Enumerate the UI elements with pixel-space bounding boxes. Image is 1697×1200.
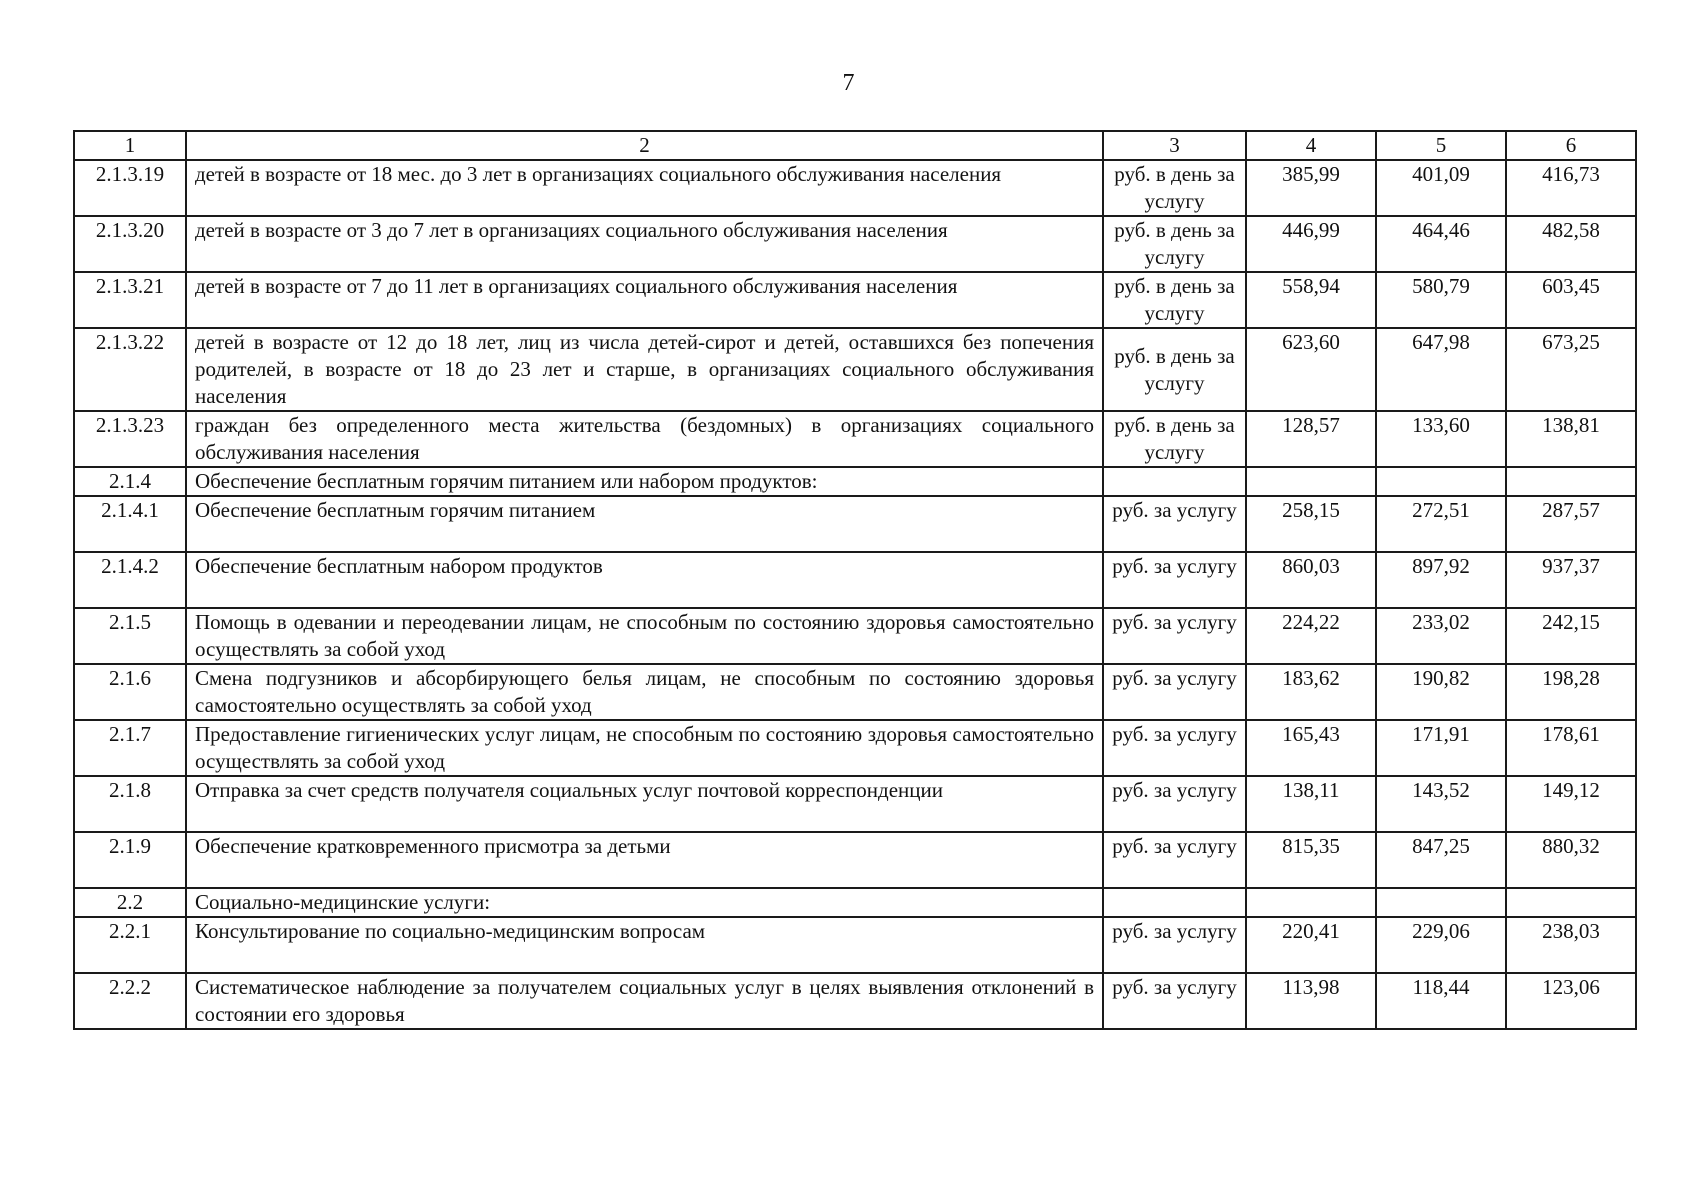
tariff-value — [1376, 467, 1506, 496]
service-name: детей в возрасте от 12 до 18 лет, лиц из числа детей-сирот и детей, оставшихся без попечения родителей, в возрасте от 18 до 23 лет и старше, в организациях социального обслуживания населения — [186, 328, 1103, 411]
row-number: 2.1.4.2 — [74, 552, 186, 608]
tariff-value: 190,82 — [1376, 664, 1506, 720]
header-cell: 1 — [74, 131, 186, 160]
tariff-value: 623,60 — [1246, 328, 1376, 411]
service-name: Консультирование по социально-медицинским вопросам — [186, 917, 1103, 973]
table-row — [74, 973, 1636, 1029]
row-number: 2.1.6 — [74, 664, 186, 720]
row-number: 2.2.2 — [74, 973, 186, 1029]
unit-cell: руб. за услугу — [1103, 664, 1246, 720]
header-cell: 2 — [186, 131, 1103, 160]
tariff-value: 385,99 — [1246, 160, 1376, 216]
tariff-value: 143,52 — [1376, 776, 1506, 832]
tariff-value: 416,73 — [1506, 160, 1636, 216]
tariff-value: 847,25 — [1376, 832, 1506, 888]
tariff-value: 128,57 — [1246, 411, 1376, 467]
row-number: 2.1.3.23 — [74, 411, 186, 467]
table-header-row — [74, 131, 1636, 160]
row-number: 2.1.4 — [74, 467, 186, 496]
tariff-value: 647,98 — [1376, 328, 1506, 411]
tariff-value: 860,03 — [1246, 552, 1376, 608]
tariff-value: 464,46 — [1376, 216, 1506, 272]
table-row — [74, 272, 1636, 328]
unit-cell — [1103, 467, 1246, 496]
service-name: детей в возрасте от 3 до 7 лет в организациях социального обслуживания населения — [186, 216, 1103, 272]
tariff-table — [73, 130, 1637, 1030]
table-row — [74, 160, 1636, 216]
tariff-value: 238,03 — [1506, 917, 1636, 973]
service-name: Обеспечение кратковременного присмотра за детьми — [186, 832, 1103, 888]
tariff-value: 446,99 — [1246, 216, 1376, 272]
row-number: 2.2.1 — [74, 917, 186, 973]
tariff-value: 673,25 — [1506, 328, 1636, 411]
section-title: Социально-медицинские услуги: — [186, 888, 1103, 917]
tariff-value: 815,35 — [1246, 832, 1376, 888]
header-cell: 4 — [1246, 131, 1376, 160]
service-name: Обеспечение бесплатным набором продуктов — [186, 552, 1103, 608]
tariff-value: 258,15 — [1246, 496, 1376, 552]
table-row — [74, 720, 1636, 776]
row-number: 2.1.3.20 — [74, 216, 186, 272]
unit-cell: руб. за услугу — [1103, 832, 1246, 888]
tariff-value: 198,28 — [1506, 664, 1636, 720]
tariff-value: 580,79 — [1376, 272, 1506, 328]
tariff-value: 123,06 — [1506, 973, 1636, 1029]
unit-cell: руб. за услугу — [1103, 552, 1246, 608]
row-number: 2.2 — [74, 888, 186, 917]
row-number: 2.1.4.1 — [74, 496, 186, 552]
tariff-value: 149,12 — [1506, 776, 1636, 832]
tariff-value: 178,61 — [1506, 720, 1636, 776]
tariff-value: 937,37 — [1506, 552, 1636, 608]
tariff-value: 224,22 — [1246, 608, 1376, 664]
header-cell: 3 — [1103, 131, 1246, 160]
unit-cell: руб. в день за услугу — [1103, 411, 1246, 467]
service-name: детей в возрасте от 7 до 11 лет в организациях социального обслуживания населения — [186, 272, 1103, 328]
service-name: граждан без определенного места жительства (бездомных) в организациях социального обслуживания населения — [186, 411, 1103, 467]
tariff-value: 118,44 — [1376, 973, 1506, 1029]
unit-cell: руб. за услугу — [1103, 608, 1246, 664]
tariff-value — [1376, 888, 1506, 917]
row-number: 2.1.5 — [74, 608, 186, 664]
tariff-value: 171,91 — [1376, 720, 1506, 776]
table-row — [74, 216, 1636, 272]
unit-cell: руб. в день за услугу — [1103, 216, 1246, 272]
unit-cell: руб. за услугу — [1103, 973, 1246, 1029]
tariff-value: 138,81 — [1506, 411, 1636, 467]
tariff-value: 603,45 — [1506, 272, 1636, 328]
row-number: 2.1.9 — [74, 832, 186, 888]
tariff-value: 138,11 — [1246, 776, 1376, 832]
section-row — [74, 888, 1636, 917]
service-name: детей в возрасте от 18 мес. до 3 лет в организациях социального обслуживания населения — [186, 160, 1103, 216]
table-row — [74, 411, 1636, 467]
tariff-value: 287,57 — [1506, 496, 1636, 552]
unit-cell: руб. за услугу — [1103, 776, 1246, 832]
tariff-value: 272,51 — [1376, 496, 1506, 552]
table-row — [74, 608, 1636, 664]
table-row — [74, 832, 1636, 888]
unit-cell — [1103, 888, 1246, 917]
table-row — [74, 917, 1636, 973]
tariff-value: 133,60 — [1376, 411, 1506, 467]
tariff-value — [1246, 467, 1376, 496]
tariff-value: 220,41 — [1246, 917, 1376, 973]
table-row — [74, 496, 1636, 552]
page-number: 7 — [842, 70, 855, 96]
tariff-value: 401,09 — [1376, 160, 1506, 216]
tariff-value — [1506, 467, 1636, 496]
tariff-value: 880,32 — [1506, 832, 1636, 888]
table-row — [74, 776, 1636, 832]
table-row — [74, 552, 1636, 608]
tariff-value — [1246, 888, 1376, 917]
section-row — [74, 467, 1636, 496]
table-row — [74, 328, 1636, 411]
service-name: Предоставление гигиенических услуг лицам, не способным по состоянию здоровья самостоятельно осуществлять за собой уход — [186, 720, 1103, 776]
header-cell: 5 — [1376, 131, 1506, 160]
unit-cell: руб. в день за услугу — [1103, 328, 1246, 411]
tariff-value: 233,02 — [1376, 608, 1506, 664]
tariff-value: 558,94 — [1246, 272, 1376, 328]
service-name: Систематическое наблюдение за получателем социальных услуг в целях выявления отклонений в состоянии его здоровья — [186, 973, 1103, 1029]
service-name: Обеспечение бесплатным горячим питанием — [186, 496, 1103, 552]
tariff-value: 482,58 — [1506, 216, 1636, 272]
row-number: 2.1.3.22 — [74, 328, 186, 411]
tariff-value: 183,62 — [1246, 664, 1376, 720]
row-number: 2.1.8 — [74, 776, 186, 832]
unit-cell: руб. за услугу — [1103, 917, 1246, 973]
unit-cell: руб. за услугу — [1103, 720, 1246, 776]
tariff-value: 897,92 — [1376, 552, 1506, 608]
row-number: 2.1.3.21 — [74, 272, 186, 328]
service-name: Смена подгузников и абсорбирующего белья лицам, не способным по состоянию здоровья самостоятельно осуществлять за собой уход — [186, 664, 1103, 720]
header-cell: 6 — [1506, 131, 1636, 160]
row-number: 2.1.3.19 — [74, 160, 186, 216]
unit-cell: руб. за услугу — [1103, 496, 1246, 552]
unit-cell: руб. в день за услугу — [1103, 272, 1246, 328]
row-number: 2.1.7 — [74, 720, 186, 776]
tariff-value: 229,06 — [1376, 917, 1506, 973]
service-name: Помощь в одевании и переодевании лицам, не способным по состоянию здоровья самостоятельно осуществлять за собой уход — [186, 608, 1103, 664]
tariff-value: 113,98 — [1246, 973, 1376, 1029]
table-row — [74, 664, 1636, 720]
tariff-value: 165,43 — [1246, 720, 1376, 776]
tariff-value — [1506, 888, 1636, 917]
unit-cell: руб. в день за услугу — [1103, 160, 1246, 216]
service-name: Отправка за счет средств получателя социальных услуг почтовой корреспонденции — [186, 776, 1103, 832]
tariff-value: 242,15 — [1506, 608, 1636, 664]
section-title: Обеспечение бесплатным горячим питанием или набором продуктов: — [186, 467, 1103, 496]
